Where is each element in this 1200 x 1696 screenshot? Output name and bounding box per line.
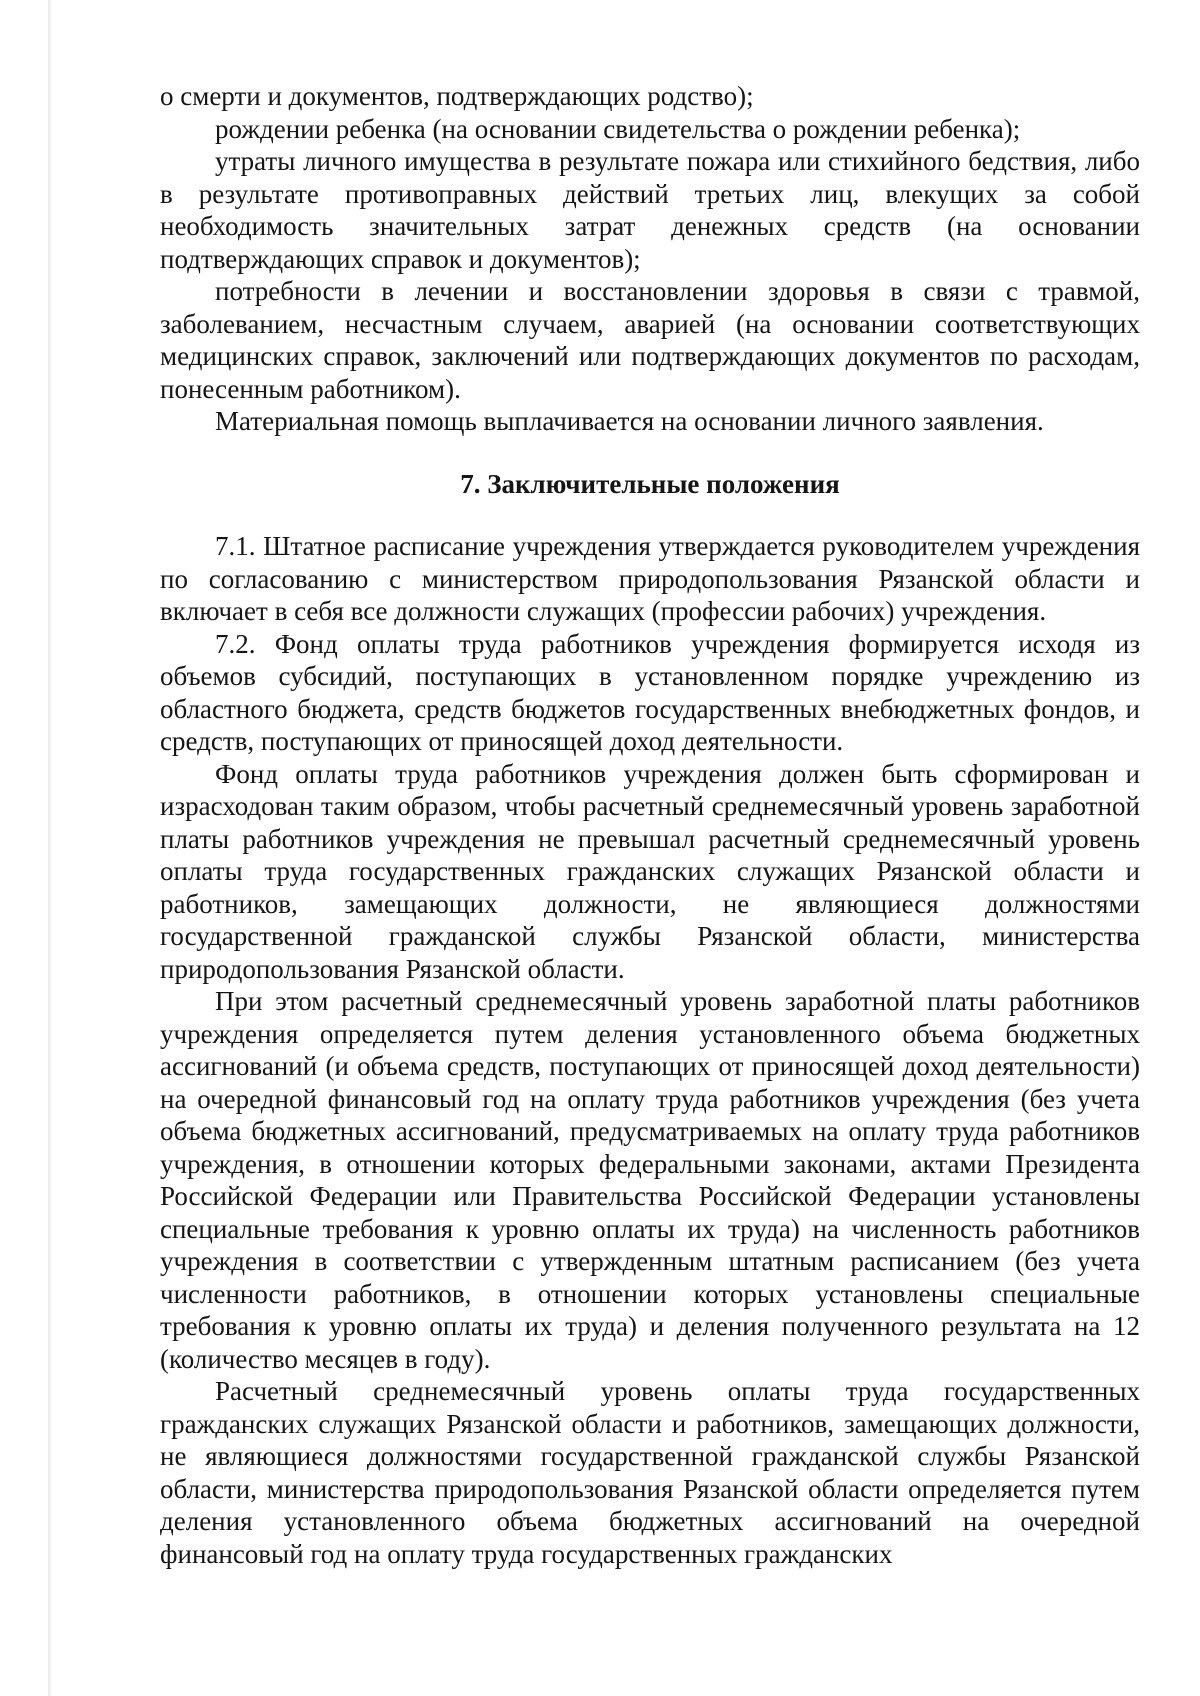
paragraph-7-2-wage-fund: 7.2. Фонд оплаты труда работников учреждения формируется исходя из объемов субсидий, поступающих в установленном порядке учреждению из областного бюджета, средств бюджетов государственных внебюджетных фондов, и средств, поступающих от приносящей доход деятельности. (160, 628, 1140, 756)
paragraph-7-1-staff-schedule: 7.1. Штатное расписание учреждения утверждается руководителем учреждения по согласованию с министерством природопользования Рязанской области и включает в себя все должности служащих (профессии рабочих) учреждения. (160, 531, 1140, 626)
paragraph-property-loss: утраты личного имущества в результате пожара или стихийного бедствия, либо в результате противоправных действий третьих лиц, влекущих за собой необходимость значительных затрат денежных средств (на основании подтверждающих справок и документов); (160, 146, 1140, 274)
scan-edge-shadow (48, 0, 51, 1696)
paragraph-wage-fund-formation: Фонд оплаты труда работников учреждения должен быть сформирован и израсходован таким образом, чтобы расчетный среднемесячный уровень заработной платы работников учреждения не превышал расчетный среднемесячный уровень оплаты труда государственных гражданских служащих Рязанской области и работников, замещающих должности, не являющиеся должностями государственной гражданской службы Рязанской области, министерства природопользования Рязанской области. (160, 758, 1140, 984)
paragraph-child-birth: рождении ребенка (на основании свидетельства о рождении ребенка); (215, 113, 1021, 144)
paragraph-death-documents: о смерти и документов, подтверждающих родство); (160, 81, 754, 111)
paragraph-civil-servants-salary-level: Расчетный среднемесячный уровень оплаты труда государственных гражданских служащих Рязанской области и работников, замещающих должности, не являющиеся должностями государственной гражданской службы Рязанской области, министерства природопользования Рязанской области определяется путем деления установленного объема бюджетных ассигнований на очередной финансовый год на оплату труда государственных гражданских (160, 1376, 1140, 1569)
paragraph-personal-application: Материальная помощь выплачивается на основании личного заявления. (215, 406, 1044, 436)
document-body (160, 80, 1140, 1570)
paragraph-average-salary-calculation: При этом расчетный среднемесячный уровень заработной платы работников учреждения определяется путем деления установленного объема бюджетных ассигнований (и объема средств, поступающих от приносящей доход деятельности) на очередной финансовый год на оплату труда работников учреждения (без учета объема бюджетных ассигнований, предусматриваемых на оплату труда работников учреждения, в отношении которых федеральными законами, актами Президента Российской Федерации или Правительства Российской Федерации установлены специальные требования к уровню оплаты их труда) на численность работников учреждения в соответствии с утвержденным штатным расписанием (без учета численности работников, в отношении которых установлены специальные требования к уровню оплаты их труда) и деления полученного результата на 12 (количество месяцев в году). (160, 986, 1140, 1374)
section-heading-final-provisions: 7. Заключительные положения (460, 468, 840, 499)
paragraph-medical-treatment: потребности в лечении и восстановлении здоровья в связи с травмой, заболеванием, несчастным случаем, аварией (на основании соответствующих медицинских справок, заключений или подтверждающих документов по расходам, понесенным работником). (160, 276, 1140, 404)
